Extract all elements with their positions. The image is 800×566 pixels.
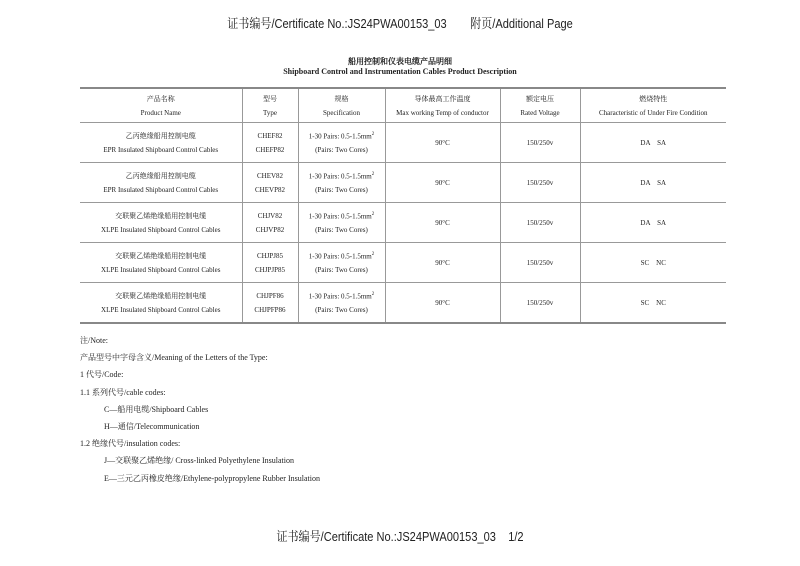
spec-sup: 2 [371,251,375,257]
voltage-cell: 150/250v [500,283,580,324]
type-2: CHJVP82 [255,225,285,234]
fire-cell: DA SA [580,163,726,203]
name-en: XLPE Insulated Shipboard Control Cables [101,225,221,234]
header-en: Rated Voltage [520,108,560,117]
note-line: 注/Note: [80,336,108,345]
fire-cell: SC NC [580,283,726,324]
type-cell [242,123,298,163]
name-cn: 乙丙绝缘船用控制电缆 [125,171,196,180]
voltage-cell: 150/250v [500,203,580,243]
additional-page-label: 附页/Additional Page [470,16,573,31]
spec-1 [299,128,385,143]
type-1: CHJPF86 [256,291,284,300]
spec-text: 1-30 Pairs: 0.5-1.5mm [308,172,372,181]
product-name-cell [80,123,242,163]
spec-text: 1-30 Pairs: 0.5-1.5mm [308,212,372,221]
page-number: 1/2 [508,529,524,544]
column-header [298,88,385,123]
spec-text: 1-30 Pairs: 0.5-1.5mm [308,252,372,261]
fire-cell: DA SA [580,203,726,243]
column-header [385,88,500,123]
spec-1 [299,288,385,303]
type-2: CHEFP82 [255,145,285,154]
table-row [80,283,726,324]
spec-cell [298,123,385,163]
note-line: C—船用电缆/Shipboard Cables [104,404,209,414]
temp-cell: 90°C [385,163,500,203]
type-2: CHJPJP85 [255,265,285,274]
spec-1 [299,208,385,223]
type-1: CHEF82 [257,131,283,140]
type-2: CHJPFP86 [254,305,286,314]
spec-2: (Pairs: Two Cores) [315,266,368,275]
header-en: Specification [323,108,360,117]
note-line: E—三元乙丙橡皮绝缘/Ethylene-polypropylene Rubber Insulation [104,473,320,483]
type-2: CHEVP82 [255,185,285,194]
product-name-cell [80,203,242,243]
note-line: J—交联聚乙烯绝缘/ Cross-linked Polyethylene Insulation [104,456,294,466]
name-en: XLPE Insulated Shipboard Control Cables [101,265,221,274]
table-row [80,203,726,243]
table-row [80,243,726,283]
footer-certificate: 证书编号/Certificate No.:JS24PWA00153_03 [276,529,496,544]
table-row [80,163,726,203]
spec-2: (Pairs: Two Cores) [315,306,368,315]
title-cn: 船用控制和仪表电缆产品明细 [348,57,452,66]
header-en: Type [263,108,277,117]
notes [80,332,320,487]
spec-2: (Pairs: Two Cores) [315,186,368,195]
spec-cell [298,163,385,203]
note-line: 1.2 绝缘代号/insulation codes: [80,439,181,449]
product-name-cell [80,163,242,203]
header-cn: 燃烧特性 [639,94,668,103]
page-header [60,13,740,32]
product-name-cell [80,283,242,324]
header-en: Characteristic of Under Fire Condition [599,108,708,117]
header-cn: 额定电压 [526,94,554,103]
type-cell [242,283,298,324]
spec-1 [299,248,385,263]
header-cn: 导体最高工作温度 [414,94,471,103]
temp-cell: 90°C [385,203,500,243]
spec-sup: 2 [371,291,375,297]
title-en: Shipboard Control and Instrumentation Cables Product Description [283,67,517,76]
type-cell [242,163,298,203]
column-header [80,88,242,123]
type-1: CHEV82 [256,171,284,180]
table-row [80,123,726,163]
fire-cell: DA SA [580,123,726,163]
note-line: 产品型号中字母含义/Meaning of the Letters of the Type: [80,353,268,363]
name-cn: 交联聚乙烯绝缘船用控制电缆 [115,291,207,300]
page-footer [60,526,740,545]
name-cn: 交联聚乙烯绝缘船用控制电缆 [115,251,207,260]
spec-cell [298,283,385,324]
temp-cell: 90°C [385,243,500,283]
name-en: EPR Insulated Shipboard Control Cables [103,185,219,194]
spec-sup: 2 [371,131,375,137]
name-cn: 乙丙绝缘船用控制电缆 [125,131,196,140]
spec-sup: 2 [371,171,375,177]
column-header [580,88,726,123]
spec-text: 1-30 Pairs: 0.5-1.5mm [308,132,372,141]
note-line: 1 代号/Code: [80,370,124,380]
column-header [242,88,298,123]
voltage-cell: 150/250v [500,123,580,163]
type-1: CHJPJ85 [256,251,284,260]
header-en: Product Name [140,108,181,117]
spec-text: 1-30 Pairs: 0.5-1.5mm [308,292,372,301]
name-cn: 交联聚乙烯绝缘船用控制电缆 [115,211,207,220]
product-name-cell [80,243,242,283]
certificate-number: 证书编号/Certificate No.:JS24PWA00153_03 [227,16,447,31]
spec-2: (Pairs: Two Cores) [315,146,368,155]
header-cn: 型号 [263,94,277,103]
spec-cell [298,243,385,283]
type-cell [242,243,298,283]
type-cell [242,203,298,243]
name-en: XLPE Insulated Shipboard Control Cables [101,305,221,314]
voltage-cell: 150/250v [500,163,580,203]
voltage-cell: 150/250v [500,243,580,283]
note-line: H—通信/Telecommunication [104,422,200,432]
temp-cell: 90°C [385,283,500,324]
header-cn: 产品名称 [146,94,175,103]
spec-1 [299,168,385,183]
note-line: 1.1 系列代号/cable codes: [80,387,166,397]
temp-cell: 90°C [385,123,500,163]
spec-sup: 2 [371,211,375,217]
column-header [500,88,580,123]
name-en: EPR Insulated Shipboard Control Cables [103,145,219,154]
type-1: CHJV82 [257,211,283,220]
spec-2: (Pairs: Two Cores) [315,226,368,235]
spec-cell [298,203,385,243]
product-table [80,87,726,324]
fire-cell: SC NC [580,243,726,283]
header-cn: 规格 [334,94,349,103]
header-en: Max working Temp of conductor [396,108,489,117]
